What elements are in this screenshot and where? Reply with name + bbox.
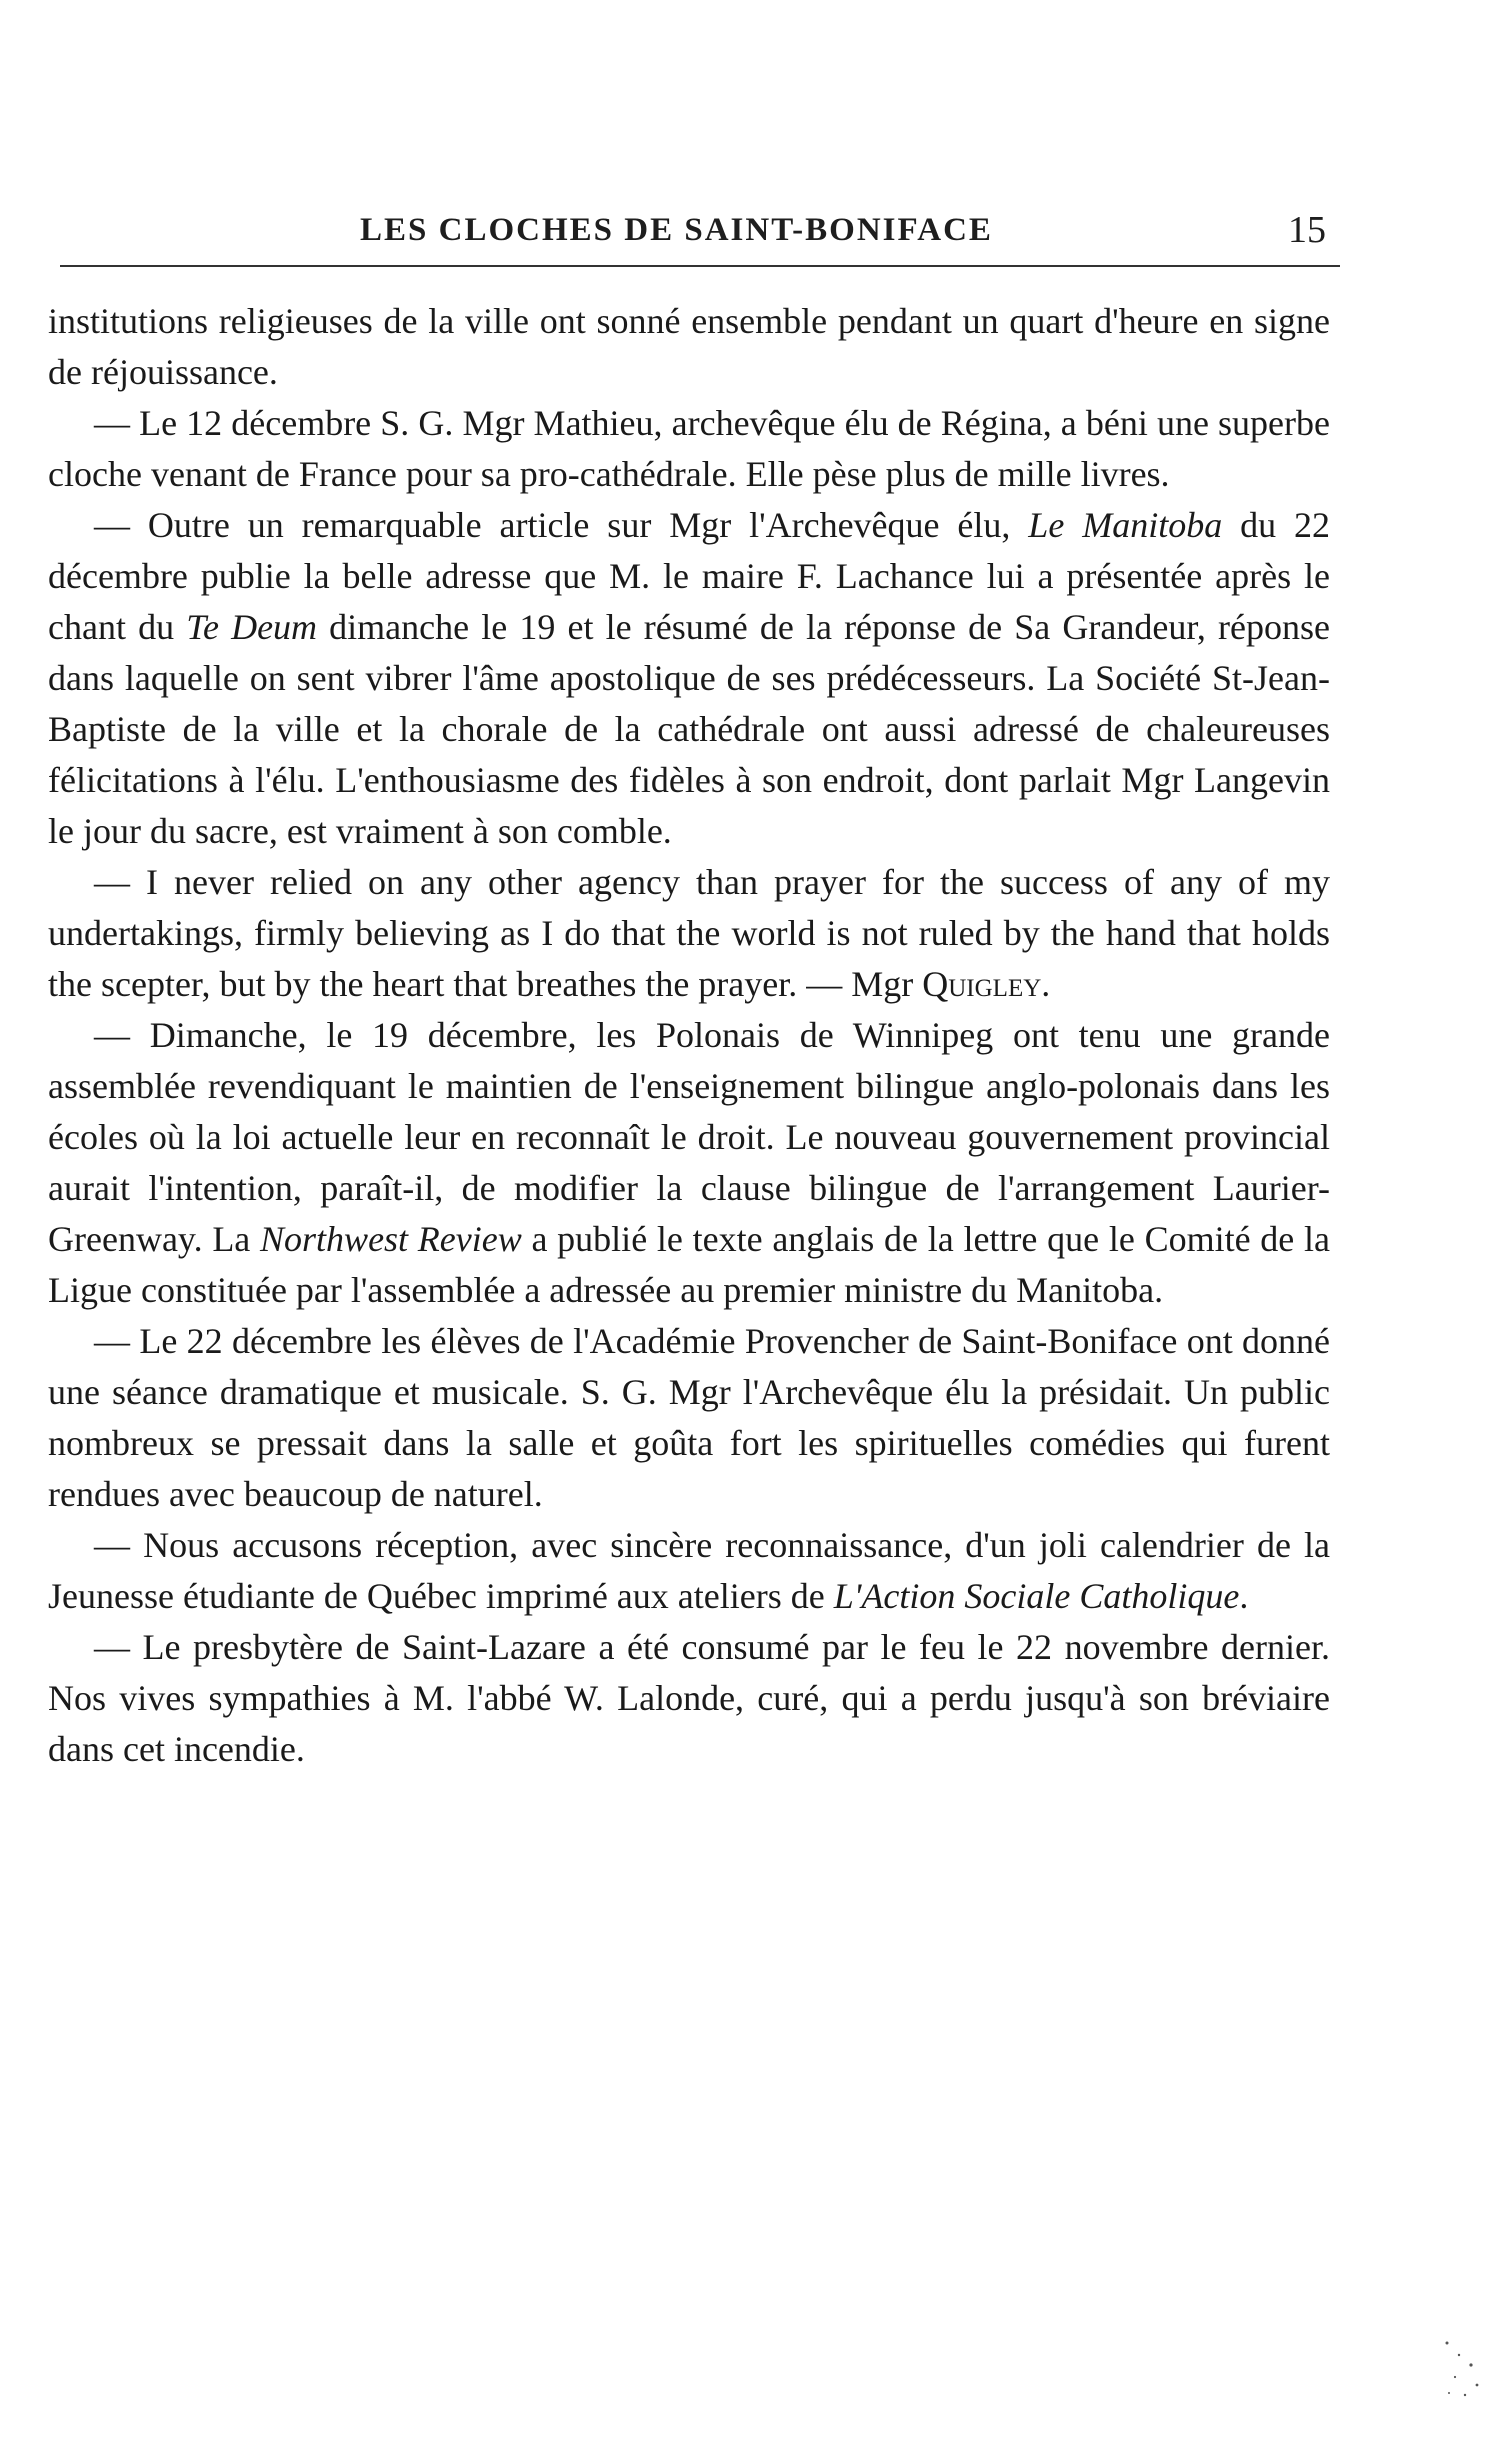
paragraph — [48, 1010, 1330, 1316]
text-run: institutions religieuses de la ville ont sonné ensemble pendant un quart d'heure en signe de réjouissance. — [48, 301, 1330, 392]
paragraph — [48, 398, 1330, 500]
text-run: . — [1041, 964, 1051, 1004]
header-rule — [60, 265, 1340, 267]
page-number: 15 — [1288, 209, 1326, 251]
paragraph — [48, 1520, 1330, 1622]
paragraph — [48, 857, 1330, 1010]
text-run: — Nous accusons réception, avec sincère reconnaissance, d'un joli calendrier de la Jeunesse étudiante de Québec imprimé aux ateliers de — [48, 1525, 1330, 1616]
text-run: — Dimanche, le 19 décembre, les Polonais de Winnipeg ont tenu une grande assemblée revendiquant le maintien de l'enseignement bilingue anglo-polonais dans les écoles où la loi actuelle leur en reconnaît le droit. Le nouveau gouvernement provincial aurait l'intention, paraît-il, de modifier la clause bilingue de l'arrangement Laurier-Greenway. La — [48, 1015, 1330, 1259]
text-run: dimanche le 19 et le résumé de la réponse de Sa Grandeur, réponse dans laquelle on sent vibrer l'âme apostolique de ses prédécesseurs. La Société St-Jean-Baptiste de la ville et la chorale de la cathédrale ont aussi adressé de chaleureuses félicitations à l'élu. L'enthousiasme des fidèles à son endroit, dont parlait Mgr Langevin le jour du sacre, est vraiment à son comble. — [48, 607, 1330, 851]
italic-text: Northwest Review — [260, 1219, 522, 1259]
running-title: LES CLOCHES DE SAINT-BONIFACE — [360, 212, 993, 248]
text-run: — Le 22 décembre les élèves de l'Académie Provencher de Saint-Boniface ont donné une séance dramatique et musicale. S. G. Mgr l'Archevêque élu la présidait. Un public nombreux se pressait dans la salle et goûta fort les spirituelles comédies qui furent rendues avec beaucoup de naturel. — [48, 1321, 1330, 1514]
italic-text: Le Manitoba — [1028, 505, 1223, 545]
text-run: — Le presbytère de Saint-Lazare a été consumé par le feu le 22 novembre dernier. Nos vives sympathies à M. l'abbé W. Lalonde, curé, qui a perdu jusqu'à son bréviaire dans cet incendie. — [48, 1627, 1330, 1769]
paragraph — [48, 296, 1330, 398]
small-caps-text: Quigley — [922, 964, 1042, 1004]
text-run: du 22 décembre publie la belle adresse que M. le maire F. Lachance lui a présentée après le chant du — [48, 505, 1331, 647]
text-run: . — [1239, 1576, 1249, 1616]
text-run: a publié le texte anglais de la lettre que le Comité de la Ligue constituée par l'assemblée a adressée au premier ministre du Manitoba. — [48, 1219, 1330, 1310]
text-run: — Outre un remarquable article sur Mgr l'Archevêque élu, — [94, 505, 1029, 545]
italic-text: Te Deum — [186, 607, 318, 647]
paragraph — [48, 500, 1330, 857]
italic-text: L'Action Sociale Catholique — [833, 1576, 1240, 1616]
page-specks — [1437, 2335, 1487, 2405]
paragraph — [48, 1316, 1330, 1520]
text-run: — Le 12 décembre S. G. Mgr Mathieu, archevêque élu de Régina, a béni une superbe cloche venant de France pour sa pro-cathédrale. Elle pèse plus de mille livres. — [48, 403, 1330, 494]
text-run: — I never relied on any other agency than prayer for the success of any of my undertakings, firmly believing as I do that the world is not ruled by the hand that holds the scepter, but by the heart that breathes the prayer. — Mgr — [48, 862, 1330, 1004]
paragraph — [48, 1622, 1330, 1775]
body-text — [48, 296, 1330, 1775]
